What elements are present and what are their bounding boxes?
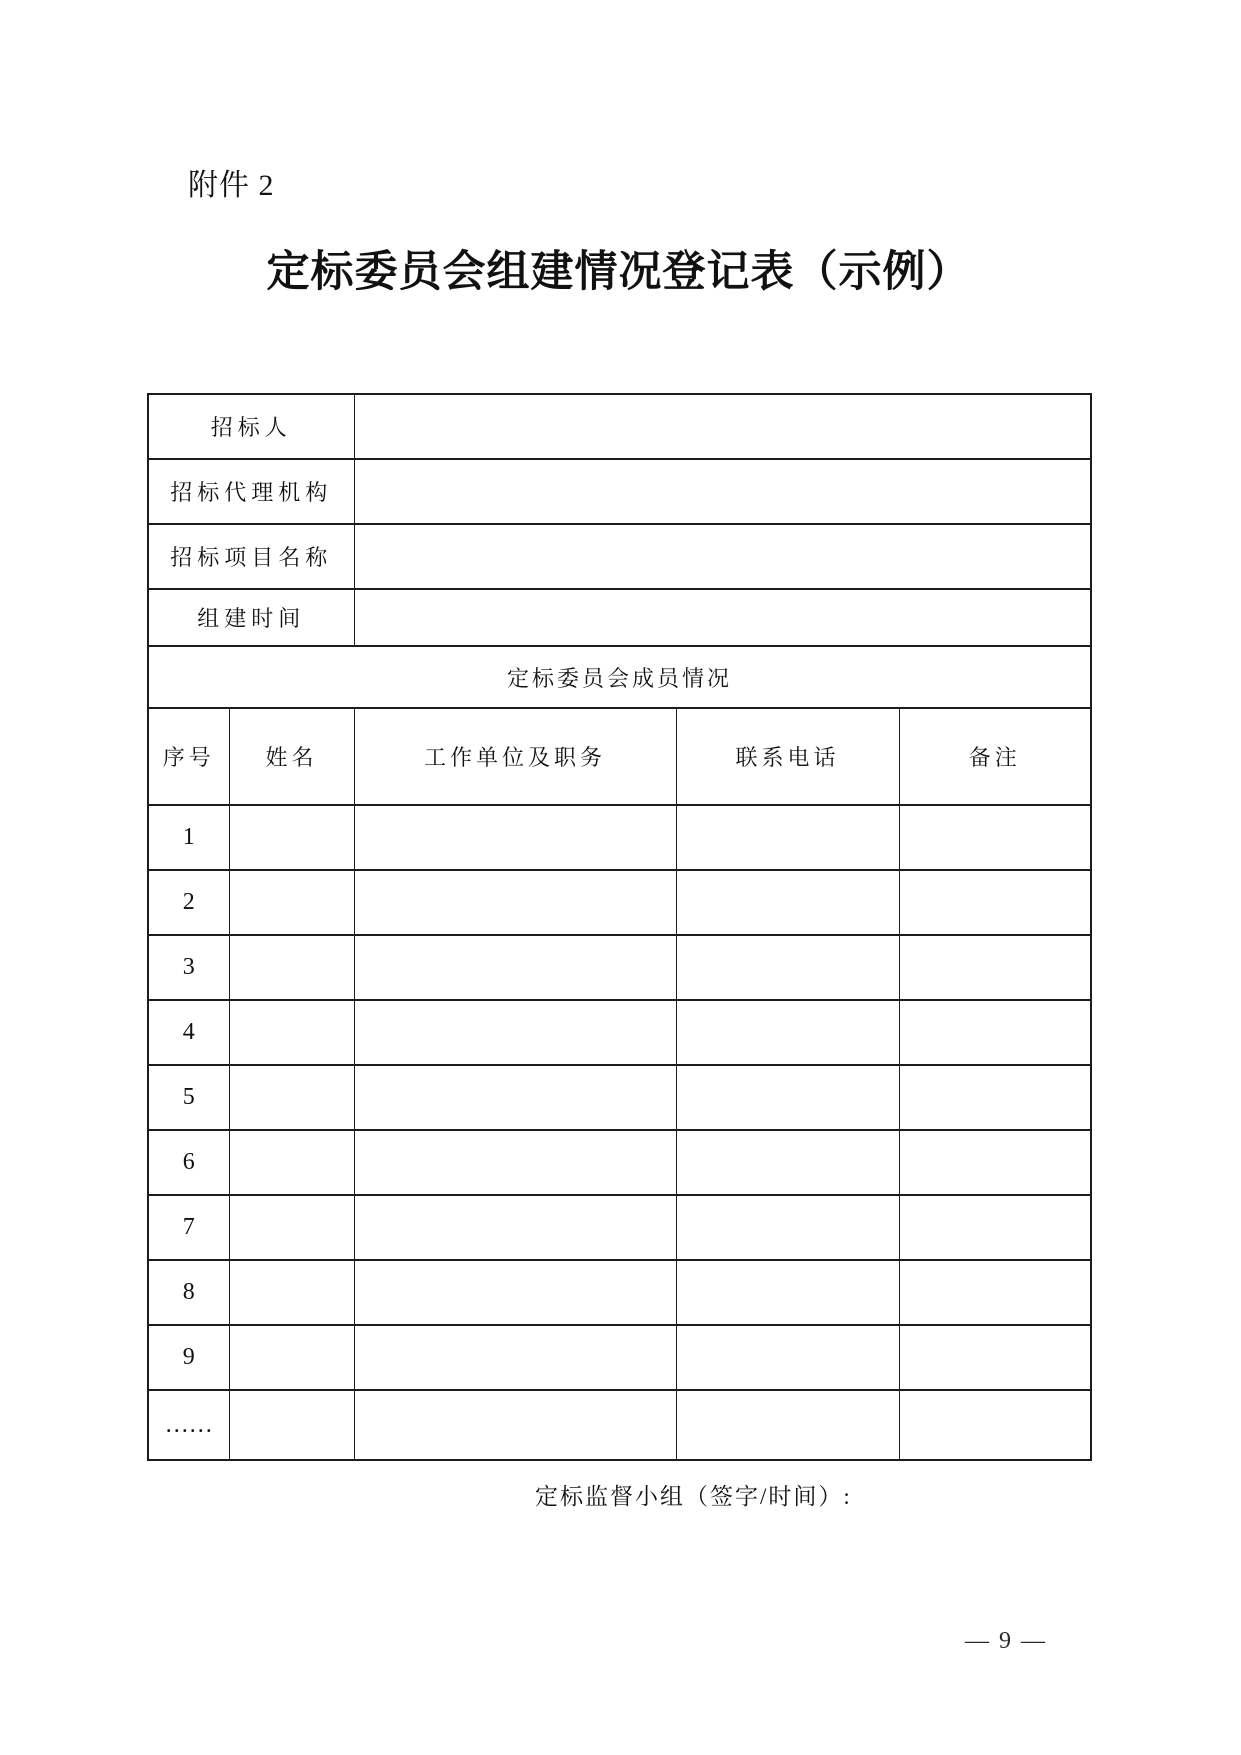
row-number-cell: 7 bbox=[148, 1195, 229, 1260]
member-name-cell bbox=[229, 1260, 354, 1325]
column-header-phone: 联系电话 bbox=[676, 708, 899, 805]
info-row-tenderer bbox=[148, 394, 1091, 459]
member-phone-cell bbox=[676, 1130, 899, 1195]
member-phone-cell bbox=[676, 1000, 899, 1065]
member-name-cell bbox=[229, 1000, 354, 1065]
member-unit-cell bbox=[354, 1390, 676, 1460]
row-number-cell: 5 bbox=[148, 1065, 229, 1130]
info-value-project-name bbox=[354, 524, 1091, 589]
member-row bbox=[148, 1325, 1091, 1390]
member-remark-cell bbox=[899, 935, 1091, 1000]
row-number-cell: 2 bbox=[148, 870, 229, 935]
row-number-cell: …… bbox=[148, 1390, 229, 1460]
info-label-agency: 招标代理机构 bbox=[148, 459, 354, 524]
info-row-formation-time bbox=[148, 589, 1091, 646]
section-header-row bbox=[148, 646, 1091, 708]
column-header-name: 姓名 bbox=[229, 708, 354, 805]
info-value-tenderer bbox=[354, 394, 1091, 459]
member-name-cell bbox=[229, 870, 354, 935]
member-row bbox=[148, 1195, 1091, 1260]
column-header-unit: 工作单位及职务 bbox=[354, 708, 676, 805]
member-phone-cell bbox=[676, 1065, 899, 1130]
member-unit-cell bbox=[354, 1065, 676, 1130]
member-name-cell bbox=[229, 1065, 354, 1130]
info-value-agency bbox=[354, 459, 1091, 524]
info-row-project-name bbox=[148, 524, 1091, 589]
row-number-cell: 4 bbox=[148, 1000, 229, 1065]
member-remark-cell bbox=[899, 1000, 1091, 1065]
member-name-cell bbox=[229, 1325, 354, 1390]
member-remark-cell bbox=[899, 1130, 1091, 1195]
attachment-label: 附件 2 bbox=[188, 169, 275, 202]
member-unit-cell bbox=[354, 1260, 676, 1325]
member-phone-cell bbox=[676, 1195, 899, 1260]
column-header-remark: 备注 bbox=[899, 708, 1091, 805]
member-unit-cell bbox=[354, 870, 676, 935]
member-phone-cell bbox=[676, 1390, 899, 1460]
member-row bbox=[148, 1000, 1091, 1065]
member-remark-cell bbox=[899, 1325, 1091, 1390]
info-label-project-name: 招标项目名称 bbox=[148, 524, 354, 589]
row-number-cell: 6 bbox=[148, 1130, 229, 1195]
member-row bbox=[148, 805, 1091, 870]
info-row-agency bbox=[148, 459, 1091, 524]
member-remark-cell bbox=[899, 1390, 1091, 1460]
member-name-cell bbox=[229, 1390, 354, 1460]
member-phone-cell bbox=[676, 1260, 899, 1325]
info-label-formation-time: 组建时间 bbox=[148, 589, 354, 646]
supervision-group-signature-note: 定标监督小组（签字/时间）: bbox=[535, 1484, 852, 1509]
page-number: — 9 — bbox=[965, 1628, 1047, 1654]
row-number-cell: 1 bbox=[148, 805, 229, 870]
member-row bbox=[148, 1260, 1091, 1325]
row-number-cell: 9 bbox=[148, 1325, 229, 1390]
registration-form-table bbox=[147, 393, 1092, 1461]
member-phone-cell bbox=[676, 1325, 899, 1390]
member-unit-cell bbox=[354, 805, 676, 870]
member-unit-cell bbox=[354, 1130, 676, 1195]
member-phone-cell bbox=[676, 935, 899, 1000]
row-number-cell: 3 bbox=[148, 935, 229, 1000]
member-row bbox=[148, 1065, 1091, 1130]
member-phone-cell bbox=[676, 805, 899, 870]
section-header-cell: 定标委员会成员情况 bbox=[148, 646, 1091, 708]
row-number-cell: 8 bbox=[148, 1260, 229, 1325]
info-value-formation-time bbox=[354, 589, 1091, 646]
member-phone-cell bbox=[676, 870, 899, 935]
member-remark-cell bbox=[899, 1260, 1091, 1325]
column-header-row bbox=[148, 708, 1091, 805]
member-row bbox=[148, 1130, 1091, 1195]
member-name-cell bbox=[229, 805, 354, 870]
member-row bbox=[148, 870, 1091, 935]
member-remark-cell bbox=[899, 1195, 1091, 1260]
member-name-cell bbox=[229, 1195, 354, 1260]
info-label-tenderer: 招标人 bbox=[148, 394, 354, 459]
member-remark-cell bbox=[899, 1065, 1091, 1130]
member-remark-cell bbox=[899, 805, 1091, 870]
column-header-no: 序号 bbox=[148, 708, 229, 805]
member-unit-cell bbox=[354, 935, 676, 1000]
member-name-cell bbox=[229, 935, 354, 1000]
document-title: 定标委员会组建情况登记表（示例） bbox=[266, 249, 971, 296]
member-row-ellipsis bbox=[148, 1390, 1091, 1460]
member-unit-cell bbox=[354, 1195, 676, 1260]
member-name-cell bbox=[229, 1130, 354, 1195]
member-unit-cell bbox=[354, 1325, 676, 1390]
member-unit-cell bbox=[354, 1000, 676, 1065]
member-row bbox=[148, 935, 1091, 1000]
member-remark-cell bbox=[899, 870, 1091, 935]
